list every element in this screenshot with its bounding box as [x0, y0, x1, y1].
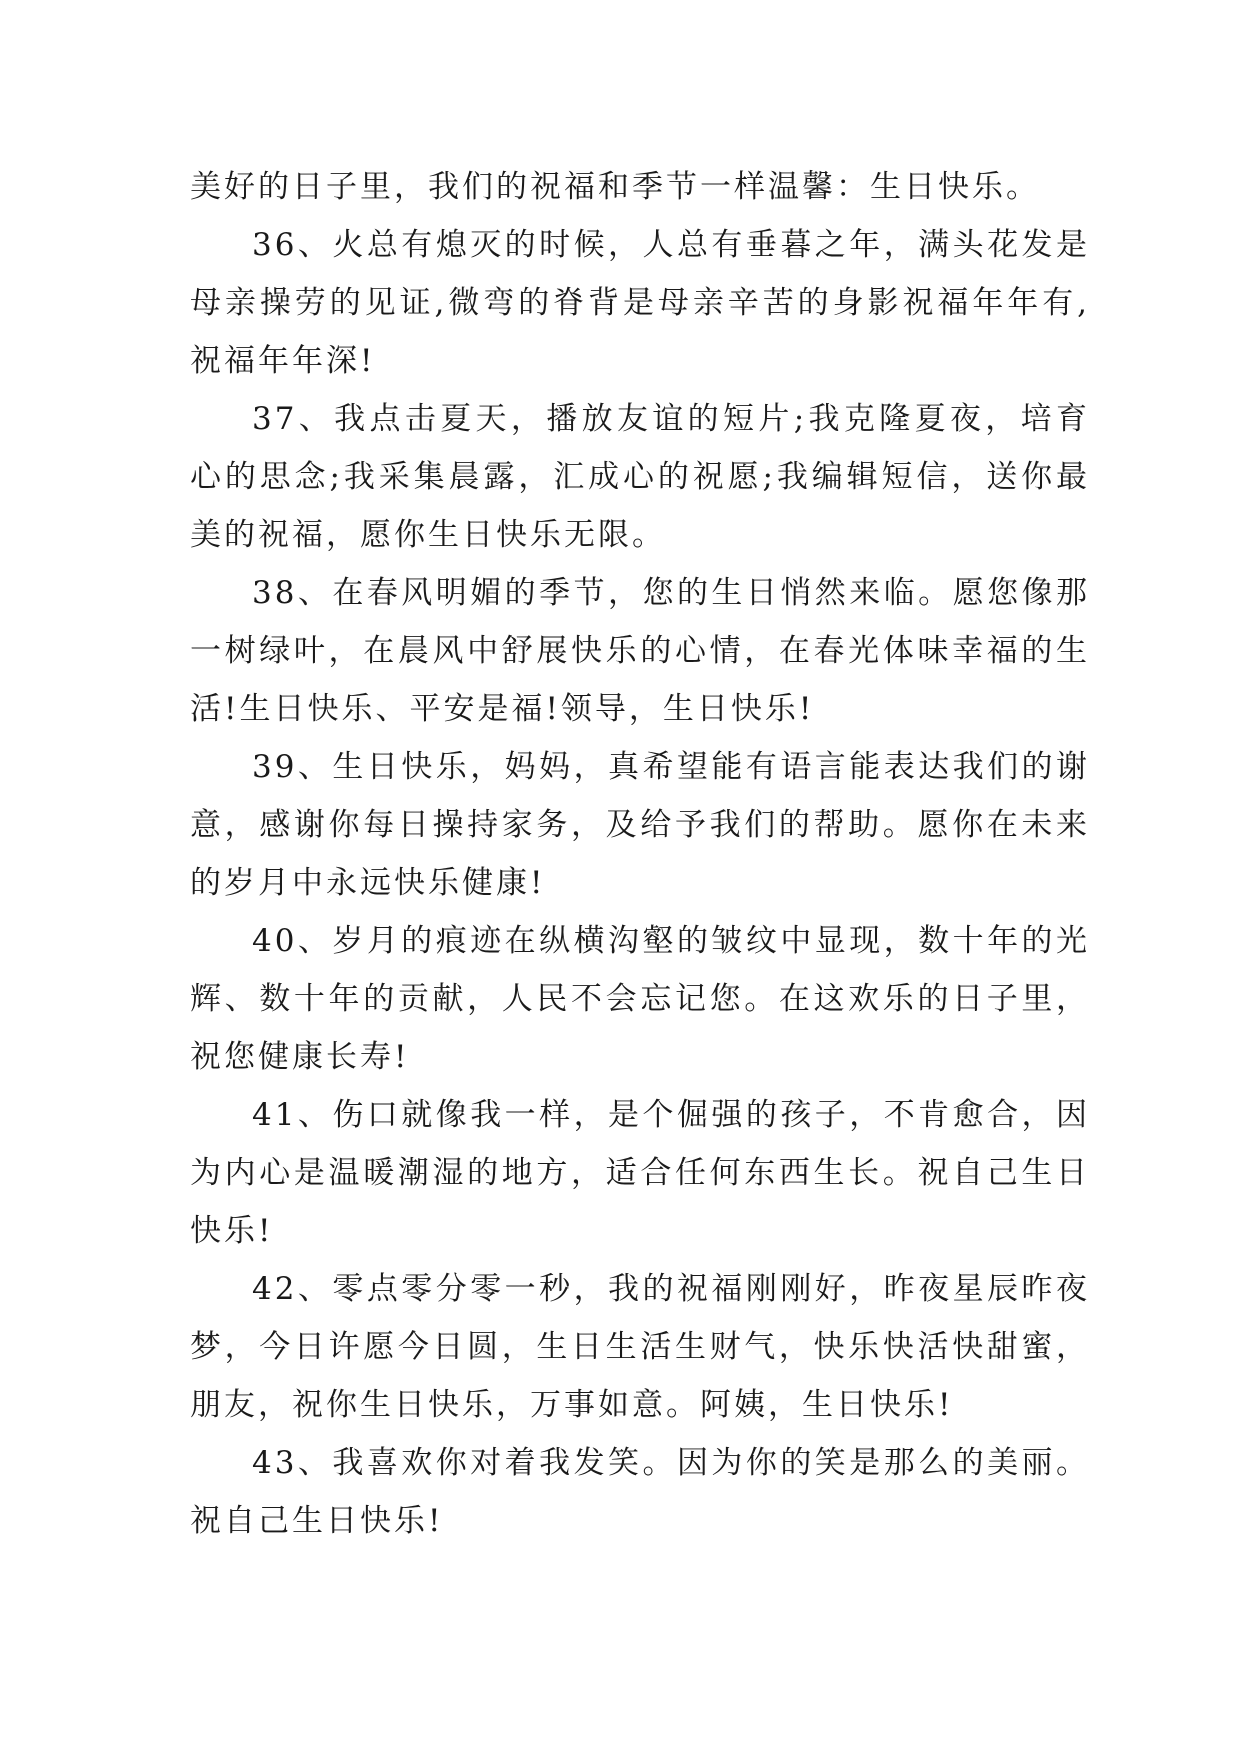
document-body	[190, 158, 1090, 1550]
paragraph-continuation: 美好的日子里，我们的祝福和季节一样温馨：生日快乐。	[190, 169, 1040, 205]
paragraph-43: 43、我喜欢你对着我发笑。因为你的笑是那么的美丽。祝自己生日快乐!	[190, 1445, 1090, 1539]
paragraph-40: 40、岁月的痕迹在纵横沟壑的皱纹中显现，数十年的光辉、数十年的贡献，人民不会忘记您。在这欢乐的日子里，祝您健康长寿!	[190, 923, 1090, 1075]
paragraph-39: 39、生日快乐，妈妈，真希望能有语言能表达我们的谢意，感谢你每日操持家务，及给予我们的帮助。愿你在未来的岁月中永远快乐健康!	[190, 749, 1090, 901]
paragraph-42: 42、零点零分零一秒，我的祝福刚刚好，昨夜星辰昨夜梦，今日许愿今日圆，生日生活生财气，快乐快活快甜蜜，朋友，祝你生日快乐，万事如意。阿姨，生日快乐!	[190, 1271, 1090, 1423]
paragraph-37: 37、我点击夏天，播放友谊的短片;我克隆夏夜，培育心的思念;我采集晨露，汇成心的祝愿;我编辑短信，送你最美的祝福，愿你生日快乐无限。	[190, 401, 1090, 553]
paragraph-36: 36、火总有熄灭的时候，人总有垂暮之年，满头花发是母亲操劳的见证,微弯的脊背是母亲辛苦的身影祝福年年有,祝福年年深!	[190, 227, 1090, 379]
paragraph-41: 41、伤口就像我一样，是个倔强的孩子，不肯愈合，因为内心是温暖潮湿的地方，适合任何东西生长。祝自己生日快乐!	[190, 1097, 1090, 1249]
paragraph-38: 38、在春风明媚的季节，您的生日悄然来临。愿您像那一树绿叶，在晨风中舒展快乐的心情，在春光体味幸福的生活!生日快乐、平安是福!领导，生日快乐!	[190, 575, 1090, 727]
